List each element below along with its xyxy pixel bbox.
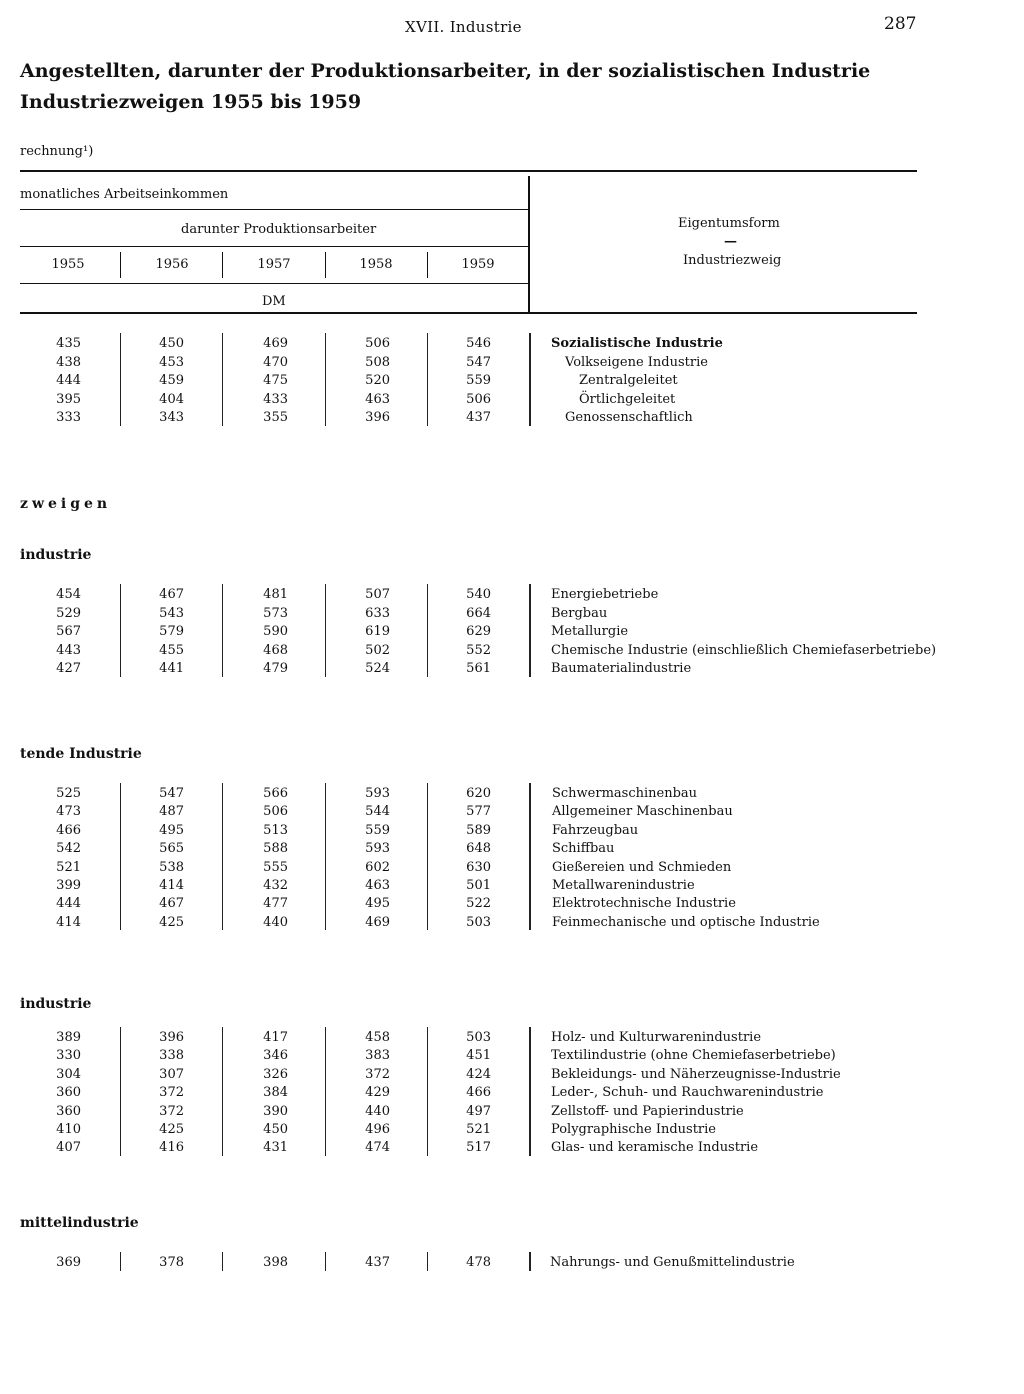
cell-value: 487 bbox=[159, 804, 184, 820]
row-label: Schiffbau bbox=[552, 841, 615, 857]
cell-value: 522 bbox=[466, 896, 491, 912]
header-rule-3 bbox=[20, 283, 528, 284]
header-rule-2 bbox=[20, 246, 528, 247]
cell-value: 513 bbox=[263, 822, 288, 838]
table-row bbox=[0, 373, 1024, 391]
cell-value: 559 bbox=[466, 373, 491, 388]
cell-value: 372 bbox=[159, 1103, 184, 1119]
cell-value: 478 bbox=[466, 1255, 491, 1270]
cell-value: 664 bbox=[466, 605, 491, 621]
row-label: Zentralgeleitet bbox=[579, 373, 678, 388]
cell-value: 444 bbox=[56, 896, 81, 912]
table-row bbox=[0, 1085, 1024, 1103]
cell-value: 555 bbox=[263, 859, 288, 875]
section-title: zweigen bbox=[20, 496, 112, 512]
row-label: Holz- und Kulturwarenindustrie bbox=[551, 1030, 762, 1045]
cell-value: 450 bbox=[263, 1122, 288, 1137]
table-row bbox=[0, 606, 1024, 624]
year-divider bbox=[120, 252, 121, 278]
table-row bbox=[0, 1067, 1024, 1085]
cell-value: 521 bbox=[466, 1122, 491, 1137]
cell-value: 396 bbox=[365, 410, 390, 425]
table-row bbox=[0, 1104, 1024, 1122]
year-1957: 1957 bbox=[257, 257, 291, 272]
table-row bbox=[0, 1048, 1024, 1066]
cell-value: 438 bbox=[56, 354, 81, 370]
row-label: Örtlichgeleitet bbox=[579, 391, 676, 407]
cell-value: 633 bbox=[365, 605, 390, 621]
year-1959: 1959 bbox=[461, 257, 495, 272]
cell-value: 565 bbox=[159, 841, 184, 857]
header-sub: darunter Produktionsarbeiter bbox=[181, 222, 377, 237]
row-label: Textilindustrie (ohne Chemiefaserbetriebe) bbox=[551, 1048, 836, 1064]
table-row bbox=[0, 804, 1024, 822]
cell-value: 437 bbox=[365, 1255, 390, 1270]
table-row bbox=[0, 1255, 1024, 1273]
row-label: Fahrzeugbau bbox=[552, 822, 639, 838]
table-row bbox=[0, 878, 1024, 896]
header-rule-1 bbox=[20, 209, 528, 210]
page-title-line-1: Angestellten, darunter der Produktionsarbeiter, in der sozialistischen Industrie bbox=[20, 60, 871, 82]
cell-value: 396 bbox=[159, 1030, 184, 1045]
header-ownership: Eigentumsform bbox=[678, 216, 780, 231]
cell-value: 407 bbox=[56, 1140, 81, 1156]
cell-value: 602 bbox=[365, 859, 390, 875]
year-1958: 1958 bbox=[359, 257, 393, 272]
cell-value: 544 bbox=[365, 804, 390, 820]
cell-value: 378 bbox=[159, 1255, 184, 1270]
row-label: Volkseigene Industrie bbox=[565, 354, 708, 370]
page-number: 287 bbox=[884, 14, 917, 34]
row-label: Feinmechanische und optische Industrie bbox=[552, 914, 820, 930]
cell-value: 506 bbox=[466, 391, 491, 407]
cell-value: 455 bbox=[159, 642, 184, 658]
cell-value: 425 bbox=[159, 914, 184, 930]
header-vertical-divider bbox=[528, 176, 530, 314]
table-row bbox=[0, 624, 1024, 642]
cell-value: 463 bbox=[365, 391, 390, 407]
section-title: industrie bbox=[20, 996, 92, 1012]
cell-value: 459 bbox=[159, 373, 184, 388]
cell-value: 390 bbox=[263, 1103, 288, 1119]
cell-value: 579 bbox=[159, 624, 184, 639]
table-row bbox=[0, 860, 1024, 878]
row-label: Sozialistische Industrie bbox=[551, 336, 723, 351]
cell-value: 547 bbox=[159, 786, 184, 801]
cell-value: 520 bbox=[365, 373, 390, 388]
cell-value: 424 bbox=[466, 1066, 491, 1082]
cell-value: 383 bbox=[365, 1048, 390, 1064]
cell-value: 414 bbox=[159, 878, 184, 893]
row-label: Chemische Industrie (einschließlich Chemiefaserbetriebe) bbox=[551, 642, 937, 658]
cell-value: 577 bbox=[466, 804, 491, 820]
table-row bbox=[0, 392, 1024, 410]
header-dash: — bbox=[724, 234, 737, 249]
cell-value: 629 bbox=[466, 624, 491, 639]
cell-value: 440 bbox=[263, 914, 288, 930]
cell-value: 360 bbox=[56, 1085, 81, 1101]
cell-value: 458 bbox=[365, 1030, 390, 1045]
cell-value: 399 bbox=[56, 878, 81, 893]
cell-value: 427 bbox=[56, 661, 81, 676]
cell-value: 479 bbox=[263, 661, 288, 676]
cell-value: 338 bbox=[159, 1048, 184, 1064]
cell-value: 561 bbox=[466, 661, 491, 676]
cell-value: 355 bbox=[263, 410, 288, 425]
cell-value: 395 bbox=[56, 391, 81, 407]
table-row bbox=[0, 1140, 1024, 1158]
cell-value: 431 bbox=[263, 1140, 288, 1156]
header-income: monatliches Arbeitseinkommen bbox=[20, 187, 229, 202]
cell-value: 440 bbox=[365, 1103, 390, 1119]
cell-value: 474 bbox=[365, 1140, 390, 1156]
cell-value: 524 bbox=[365, 661, 390, 676]
row-label: Elektrotechnische Industrie bbox=[552, 896, 736, 912]
cell-value: 506 bbox=[365, 336, 390, 351]
cell-value: 588 bbox=[263, 841, 288, 857]
year-1955: 1955 bbox=[51, 257, 85, 272]
header-industry-branch: Industriezweig bbox=[683, 253, 782, 268]
row-label: Leder-, Schuh- und Rauchwarenindustrie bbox=[551, 1085, 824, 1101]
cell-value: 369 bbox=[56, 1255, 81, 1270]
table-row bbox=[0, 643, 1024, 661]
row-label: Bekleidungs- und Näherzeugnisse-Industrie bbox=[551, 1066, 841, 1082]
cell-value: 546 bbox=[466, 336, 491, 351]
table-row bbox=[0, 1122, 1024, 1140]
cell-value: 372 bbox=[159, 1085, 184, 1101]
row-label: Bergbau bbox=[551, 605, 608, 621]
table-row bbox=[0, 841, 1024, 859]
cell-value: 589 bbox=[466, 822, 491, 838]
cell-value: 542 bbox=[56, 841, 81, 857]
row-label: Metallurgie bbox=[551, 624, 629, 639]
cell-value: 404 bbox=[159, 391, 184, 407]
cell-value: 389 bbox=[56, 1030, 81, 1045]
cell-value: 507 bbox=[365, 587, 390, 602]
cell-value: 346 bbox=[263, 1048, 288, 1064]
section-title: industrie bbox=[20, 547, 92, 563]
cell-value: 466 bbox=[56, 822, 81, 838]
cell-value: 416 bbox=[159, 1140, 184, 1156]
cell-value: 432 bbox=[263, 878, 288, 893]
cell-value: 444 bbox=[56, 373, 81, 388]
table-row bbox=[0, 786, 1024, 804]
cell-value: 630 bbox=[466, 859, 491, 875]
table-row bbox=[0, 410, 1024, 428]
cell-value: 502 bbox=[365, 642, 390, 658]
section-title: tende Industrie bbox=[20, 746, 142, 762]
cell-value: 620 bbox=[466, 786, 491, 801]
cell-value: 326 bbox=[263, 1066, 288, 1082]
cell-value: 435 bbox=[56, 336, 81, 351]
table-row bbox=[0, 823, 1024, 841]
row-label: Gießereien und Schmieden bbox=[552, 859, 732, 875]
cell-value: 429 bbox=[365, 1085, 390, 1101]
subtitle: rechnung¹) bbox=[20, 144, 94, 159]
cell-value: 497 bbox=[466, 1103, 491, 1119]
section-title: mittelindustrie bbox=[20, 1215, 139, 1231]
table-row bbox=[0, 915, 1024, 933]
cell-value: 495 bbox=[365, 896, 390, 912]
cell-value: 525 bbox=[56, 786, 81, 801]
cell-value: 372 bbox=[365, 1066, 390, 1082]
header-rule-top bbox=[20, 170, 917, 172]
cell-value: 619 bbox=[365, 624, 390, 639]
cell-value: 559 bbox=[365, 822, 390, 838]
cell-value: 506 bbox=[263, 804, 288, 820]
cell-value: 543 bbox=[159, 605, 184, 621]
cell-value: 521 bbox=[56, 859, 81, 875]
cell-value: 467 bbox=[159, 587, 184, 602]
cell-value: 453 bbox=[159, 354, 184, 370]
cell-value: 443 bbox=[56, 642, 81, 658]
row-label: Allgemeiner Maschinenbau bbox=[552, 804, 733, 820]
row-label: Baumaterialindustrie bbox=[551, 661, 692, 676]
cell-value: 470 bbox=[263, 354, 288, 370]
cell-value: 495 bbox=[159, 822, 184, 838]
table-row bbox=[0, 587, 1024, 605]
cell-value: 425 bbox=[159, 1122, 184, 1137]
cell-value: 467 bbox=[159, 896, 184, 912]
cell-value: 469 bbox=[365, 914, 390, 930]
table-row bbox=[0, 355, 1024, 373]
row-label: Energiebetriebe bbox=[551, 587, 659, 602]
cell-value: 450 bbox=[159, 336, 184, 351]
cell-value: 496 bbox=[365, 1122, 390, 1137]
cell-value: 384 bbox=[263, 1085, 288, 1101]
cell-value: 503 bbox=[466, 1030, 491, 1045]
cell-value: 503 bbox=[466, 914, 491, 930]
cell-value: 304 bbox=[56, 1066, 81, 1082]
cell-value: 566 bbox=[263, 786, 288, 801]
cell-value: 501 bbox=[466, 878, 491, 893]
row-label: Schwermaschinenbau bbox=[552, 786, 698, 801]
row-label: Zellstoff- und Papierindustrie bbox=[551, 1103, 744, 1119]
page-title-line-2: Industriezweigen 1955 bis 1959 bbox=[20, 91, 362, 113]
cell-value: 567 bbox=[56, 624, 81, 639]
cell-value: 330 bbox=[56, 1048, 81, 1064]
cell-value: 463 bbox=[365, 878, 390, 893]
cell-value: 540 bbox=[466, 587, 491, 602]
header-rule-bottom bbox=[20, 312, 917, 314]
year-1956: 1956 bbox=[155, 257, 189, 272]
table-row bbox=[0, 336, 1024, 354]
cell-value: 414 bbox=[56, 914, 81, 930]
table-row bbox=[0, 661, 1024, 679]
cell-value: 517 bbox=[466, 1140, 491, 1156]
cell-value: 508 bbox=[365, 354, 390, 370]
cell-value: 573 bbox=[263, 605, 288, 621]
cell-value: 538 bbox=[159, 859, 184, 875]
cell-value: 454 bbox=[56, 587, 81, 602]
cell-value: 477 bbox=[263, 896, 288, 912]
cell-value: 593 bbox=[365, 841, 390, 857]
cell-value: 410 bbox=[56, 1122, 81, 1137]
running-title: XVII. Industrie bbox=[405, 18, 522, 36]
cell-value: 529 bbox=[56, 605, 81, 621]
row-label: Nahrungs- und Genußmittelindustrie bbox=[550, 1255, 795, 1270]
cell-value: 441 bbox=[159, 661, 184, 676]
cell-value: 360 bbox=[56, 1103, 81, 1119]
cell-value: 552 bbox=[466, 642, 491, 658]
cell-value: 593 bbox=[365, 786, 390, 801]
header-unit: DM bbox=[262, 294, 286, 309]
cell-value: 437 bbox=[466, 410, 491, 425]
cell-value: 433 bbox=[263, 391, 288, 407]
row-label: Metallwarenindustrie bbox=[552, 878, 695, 893]
row-label: Genossenschaftlich bbox=[565, 410, 693, 425]
cell-value: 590 bbox=[263, 624, 288, 639]
cell-value: 307 bbox=[159, 1066, 184, 1082]
cell-value: 547 bbox=[466, 354, 491, 370]
cell-value: 648 bbox=[466, 841, 491, 857]
cell-value: 481 bbox=[263, 587, 288, 602]
table-row bbox=[0, 896, 1024, 914]
row-label: Glas- und keramische Industrie bbox=[551, 1140, 759, 1156]
row-label: Polygraphische Industrie bbox=[551, 1122, 717, 1137]
cell-value: 333 bbox=[56, 410, 81, 425]
cell-value: 417 bbox=[263, 1030, 288, 1045]
cell-value: 451 bbox=[466, 1048, 491, 1064]
year-divider bbox=[222, 252, 223, 278]
cell-value: 466 bbox=[466, 1085, 491, 1101]
cell-value: 398 bbox=[263, 1255, 288, 1270]
cell-value: 475 bbox=[263, 373, 288, 388]
cell-value: 468 bbox=[263, 642, 288, 658]
table-row bbox=[0, 1030, 1024, 1048]
cell-value: 343 bbox=[159, 410, 184, 425]
cell-value: 473 bbox=[56, 804, 81, 820]
cell-value: 469 bbox=[263, 336, 288, 351]
